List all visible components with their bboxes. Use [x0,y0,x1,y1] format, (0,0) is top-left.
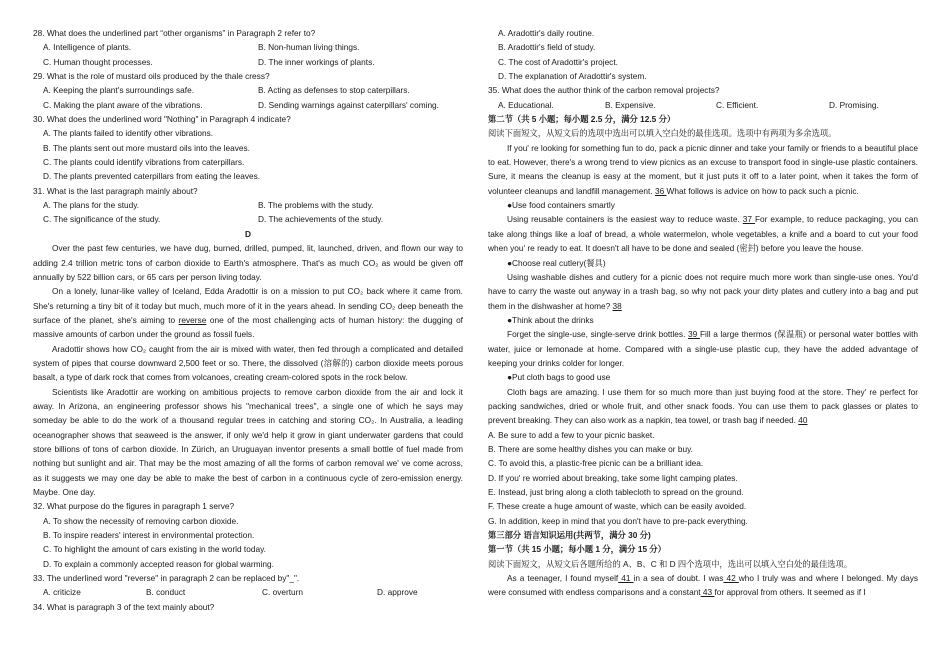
drinks-text-b: Fill a large thermos (保温瓶) or personal water bottles with water, juice or lemonade at home. Compared with a single-use plastic cup, they have the added advantage of keeping your drinks colder for longer. [488,329,918,368]
heading-cloth-bags: ●Put cloth bags to good use [507,372,611,383]
question-33-options [33,585,463,599]
paragraph-2-text-b: one of the most challenging acts of human history: the dugging of massive amounts of carbon under the ground as fossil fuels. [33,314,463,340]
blank-36: 36 [654,185,667,196]
cloze-text-d: for approval from others. It seemed as if I [714,587,866,598]
option-32-d: D. To explain a commonly accepted reason for global warming. [43,558,274,569]
heading-real-cutlery: ●Choose real cutlery(餐具) [507,257,606,268]
right-column [488,26,918,600]
question-35-stem: 35. What does the author think of the carbon removal projects? [488,85,720,96]
option-34-c: C. The cost of Aradottir's project. [498,56,618,67]
option-28-b: B. Non-human living things. [258,42,360,53]
option-32-c: C. To highlight the amount of cars existing in the world today. [43,544,266,555]
option-33-a: A. criticize [43,587,81,598]
choice-a: A. Be sure to add a few to your picnic basket. [488,429,655,440]
cloze-paragraph [488,571,918,600]
question-28-options-row2 [33,55,463,69]
question-28-stem: 28. What does the underlined part “other organisms” in Paragraph 2 refer to? [33,28,316,38]
option-30-b: B. The plants sent out more mustard oils into the leaves. [43,142,250,153]
option-28-a: A. Intelligence of plants. [43,42,132,53]
section-2-instructions: 阅读下面短文，从短文后的选项中选出可以填入空白处的最佳选项。选项中有两项为多余选项。 [488,128,837,139]
intro-text-a: If you' re looking for something fun to do, pack a picnic dinner and take your family or friends to a beautiful place to eat. However, there's a wrong trend to view picnics as an excuse to transport food in single-use plastic containers. Sure, it means the cleanup is easy at the moment, but it just puts it off to a later point, when it takes the form of volunteer cleanups and landfill management. [488,142,918,196]
option-35-b: B. Expensive. [605,99,656,110]
section-1-instructions: 阅读下面短文，从短文后各题所给的 A、B、C 和 D 四个选项中，选出可以填入空白处的最佳选项。 [488,558,853,569]
drinks-text-a: Forget the single-use, single-serve drink bottles. [507,329,686,340]
option-31-a: A. The plans for the study. [43,200,140,211]
paragraph-2-text-a: On a lonely, lunar-like valley of Iceland, Edda Aradottir is on a mission to put CO₂ back where it came from. She's returning a tiny bit of it today but much, much more of it in the years ahead. In sending CO₂ deep beneath the surface of the planet, she's aiming to [33,286,463,325]
choice-b: B. There are some healthy dishes you can make or buy. [488,443,693,454]
option-35-a: A. Educational. [498,99,554,110]
option-28-c: C. Human thought processes. [43,56,153,67]
choice-d: D. If you' re worried about breaking, take some light camping plates. [488,472,738,483]
heading-drinks: ●Think about the drinks [507,314,594,325]
option-32-a: A. To show the necessity of removing carbon dioxide. [43,515,239,526]
intro-text-b: What follows is advice on how to pack such a picnic. [666,185,859,196]
question-35-options [488,98,918,112]
option-32-b: B. To inspire readers' interest in environmental protection. [43,530,255,541]
option-34-b: B. Aradottir's field of study. [498,42,596,53]
food-containers-paragraph [488,212,918,255]
picnic-intro-paragraph [488,141,918,198]
blank-37: 37 [742,214,755,225]
question-30-stem: 30. What does the underlined word "Nothing" in Paragraph 4 indicate? [33,114,291,125]
option-30-a: A. The plants failed to identify other vibrations. [43,128,214,139]
option-31-c: C. The significance of the study. [43,214,161,225]
option-29-d: D. Sending warnings against caterpillars' coming. [258,99,439,110]
option-31-d: D. The achievements of the study. [258,214,384,225]
passage-d-paragraph-3: Aradottir shows how CO₂ caught from the air is mixed with water, then fed through a complicated and detailed system of pipes that course downward 2,500 feet or so. There, the dissolved (溶解的) carbon dioxide meets porous basalt, a type of dark rock that comes from volcanoes, creating cream-colored spots in the rock below. [33,343,463,383]
blank-38: 38 [612,300,622,311]
question-29-options [33,83,463,97]
blank-41: 41 [618,573,634,584]
drinks-paragraph [488,327,918,370]
option-29-c: C. Making the plant aware of the vibrations. [43,99,203,110]
question-29-stem: 29. What is the role of mustard oils produced by the thale cress? [33,71,270,82]
question-31-options [33,198,463,212]
option-30-d: D. The plants prevented caterpillars from eating the leaves. [43,171,261,182]
option-34-d: D. The explanation of Aradottir's system. [498,71,647,82]
passage-d-paragraph-4: Scientists like Aradottir are working on ambitious projects to remove carbon dioxide from the air and lock it away. In Arizona, an engineering professor shows his "mechanical trees", a single one of which he says may someday be able to do the work of a thousand regular trees in catching and storing CO₂. In Australia, a leading oceanographer shows that seaweed is the answer, if only we'd help it grow in giant underwater gardens that could store billions of tons of carbon dioxide. In Zürich, an Uruguayan inventor presents a small bottle of fuel made from nothing but sunlight and air. That may be the most amazing of all the forms of carbon removal we' ve come across, as it suggests we may one day be able to make the best of carbon in a continuous cycle of zero-emission energy. Maybe. One day. [33,386,463,497]
blank-42: 42 [723,573,739,584]
option-29-b: B. Acting as defenses to stop caterpillars. [258,85,410,96]
option-33-b: B. conduct [146,587,186,598]
option-31-b: B. The problems with the study. [258,200,374,211]
question-29-options-row2 [33,98,463,112]
left-column [33,26,463,614]
heading-food-containers: ●Use food containers smartly [507,200,615,211]
section-1-title: 第一节（共 15 小题；每小题 1 分，满分 15 分） [488,544,666,555]
part-3-title: 第三部分 语言知识运用(共两节，满分 30 分) [488,530,651,541]
question-28-options [33,40,463,54]
choice-g: G. In addition, keep in mind that you don't have to pre-pack everything. [488,515,748,526]
cloze-text-a: As a teenager, I found myself [507,573,619,584]
option-30-c: C. The plants could identify vibrations from caterpillars. [43,157,245,168]
cloze-text-b: in a sea of doubt. I was [633,573,724,584]
containers-text-b: For example, to reduce packaging, you can take along things like a loaf of bread, a whole watermelon, whole vegetables, a knife and a board to cut your food when you' re ready to eat. It doesn't all have to be done and sealed (密封) before you leave the house. [488,214,918,254]
option-33-c: C. overturn [262,587,304,598]
option-29-a: A. Keeping the plant's surroundings safe. [43,85,195,96]
section-d-heading: D [245,228,251,239]
question-34-stem: 34. What is paragraph 3 of the text mainly about? [33,601,215,612]
question-31-stem: 31. What is the last paragraph mainly about? [33,185,198,196]
underlined-word-reverse: reverse [178,314,207,325]
question-33-stem: 33. The underlined word "reverse" in paragraph 2 can be replaced by"_". [33,573,300,584]
blank-40: 40 [798,415,808,426]
section-2-title: 第二节（共 5 小题；每小题 2.5 分，满分 12.5 分） [488,114,676,125]
cloze-text-c: who I truly was and where I belonged. My days were consumed with endless comparisons and a constant [488,573,919,598]
cutlery-text: Using washable dishes and cutlery for a picnic does not require much more work than single-use ones. You'd have to carry the waste out anyway in a trash bag, so why not pack your dirty plates and cutlery into a bag and put them in the dishwasher at home? [488,271,918,311]
choice-f: F. These create a huge amount of waste, which can be easily avoided. [488,501,747,512]
option-35-d: D. Promising. [829,99,879,110]
option-35-c: C. Efficient. [716,99,759,110]
containers-text-a: Using reusable containers is the easiest way to reduce waste. [507,214,740,225]
choice-c: C. To avoid this, a plastic-free picnic can be a brilliant idea. [488,458,704,469]
passage-d-paragraph-1: Over the past few centuries, we have dug, burned, drilled, pumped, lit, launched, driven, and flown our way to adding 2.4 trillion metric tons of carbon dioxide to Earth's atmosphere. That's as much CO₂ as would be given off annually by 522 billion cars, or 65 cars per person living today. [33,243,463,282]
cloth-bags-paragraph [488,385,918,428]
option-34-a: A. Aradottir's daily routine. [498,28,595,38]
blank-39: 39 [688,329,700,340]
question-32-stem: 32. What purpose do the figures in paragraph 1 serve? [33,501,235,512]
cloth-bags-text: Cloth bags are amazing. I use them for so much more than just buying food at the store. They' re perfect for packing sandwiches, dried or whole fruit, and other snack foods. You can use them to pack glasses or plates to prevent breaking. They can also work as a napkin, tea towel, or trash bag if needed. [488,386,918,426]
passage-d-paragraph-2 [33,284,463,341]
option-28-d: D. The inner workings of plants. [258,56,375,67]
cutlery-paragraph [488,270,918,313]
choice-e: E. Instead, just bring along a cloth tablecloth to spread on the ground. [488,487,744,497]
blank-43: 43 [700,587,715,598]
question-31-options-row2 [33,212,463,226]
option-33-d: D. approve [377,587,418,598]
